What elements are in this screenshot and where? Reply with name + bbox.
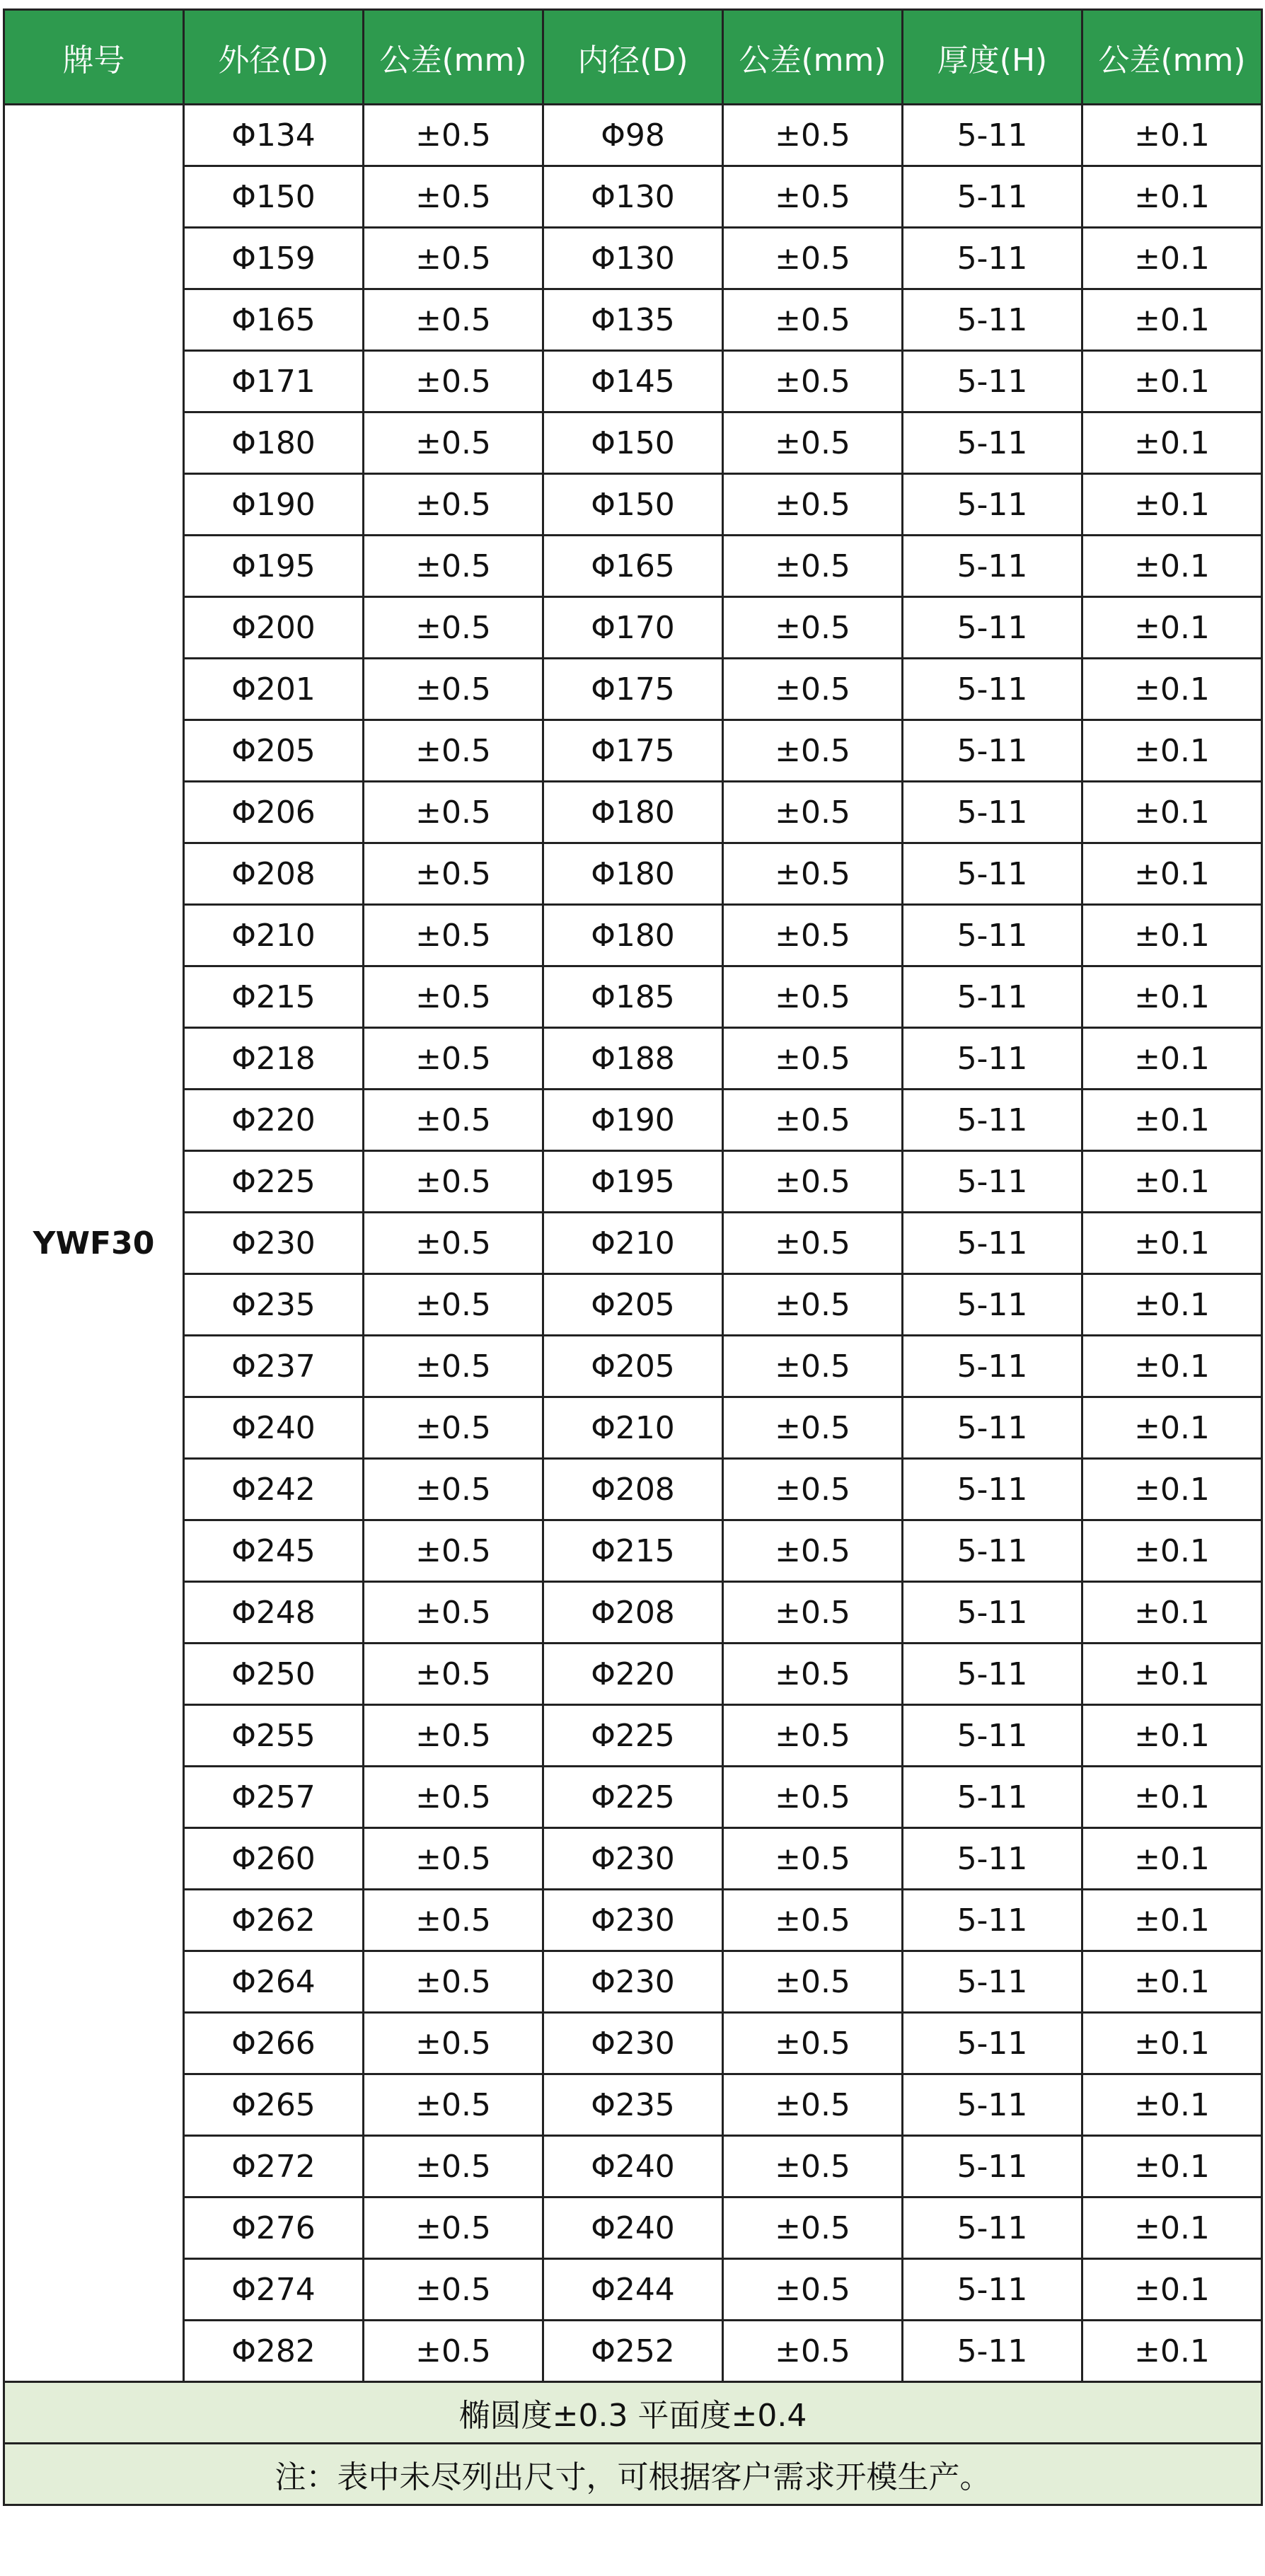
table-cell: Φ235 — [184, 1274, 364, 1336]
brand-cell: YWF30 — [4, 105, 184, 2382]
table-cell: ±0.1 — [1082, 166, 1262, 228]
table-row — [4, 2197, 1262, 2259]
header-cell: 公差(mm) — [364, 10, 543, 105]
table-cell: Φ145 — [543, 351, 723, 412]
table-cell: Φ180 — [543, 843, 723, 905]
table-cell: ±0.1 — [1082, 1767, 1262, 1828]
table-cell: Φ150 — [184, 166, 364, 228]
table-cell: Φ165 — [543, 536, 723, 597]
table-row — [4, 2259, 1262, 2321]
table-cell: 5-11 — [903, 597, 1082, 659]
table-cell: ±0.1 — [1082, 720, 1262, 782]
table-cell: ±0.5 — [364, 1890, 543, 1951]
table-cell: ±0.5 — [364, 597, 543, 659]
table-cell: Φ272 — [184, 2136, 364, 2197]
header-row — [4, 10, 1262, 105]
table-cell: ±0.5 — [723, 1090, 903, 1151]
table-row — [4, 1890, 1262, 1951]
table-cell: ±0.5 — [723, 597, 903, 659]
table-cell: ±0.5 — [723, 2136, 903, 2197]
table-row — [4, 905, 1262, 966]
table-cell: Φ188 — [543, 1028, 723, 1090]
table-cell: 5-11 — [903, 536, 1082, 597]
table-cell: Φ252 — [543, 2321, 723, 2382]
table-cell: Φ215 — [184, 966, 364, 1028]
table-row — [4, 2013, 1262, 2074]
top-strip — [0, 0, 1265, 8]
table-cell: ±0.5 — [723, 1336, 903, 1397]
table-cell: ±0.5 — [364, 1828, 543, 1890]
table-cell: 5-11 — [903, 1274, 1082, 1336]
table-cell: ±0.5 — [364, 1151, 543, 1213]
header-cell: 公差(mm) — [1082, 10, 1262, 105]
table-row — [4, 228, 1262, 289]
table-cell: 5-11 — [903, 2259, 1082, 2321]
table-row — [4, 351, 1262, 412]
table-cell: Φ210 — [543, 1397, 723, 1459]
table-cell: ±0.1 — [1082, 1397, 1262, 1459]
table-cell: Φ195 — [184, 536, 364, 597]
table-cell: Φ266 — [184, 2013, 364, 2074]
table-cell: ±0.5 — [723, 1213, 903, 1274]
table-cell: Φ230 — [543, 1890, 723, 1951]
table-cell: ±0.1 — [1082, 1336, 1262, 1397]
table-cell: ±0.5 — [723, 2259, 903, 2321]
table-cell: Φ190 — [543, 1090, 723, 1151]
table-cell: ±0.5 — [723, 1459, 903, 1520]
table-cell: ±0.5 — [723, 2013, 903, 2074]
table-cell: 5-11 — [903, 2074, 1082, 2136]
table-cell: Φ240 — [543, 2197, 723, 2259]
table-cell: ±0.1 — [1082, 2197, 1262, 2259]
table-cell: ±0.5 — [364, 843, 543, 905]
table-cell: ±0.5 — [723, 2197, 903, 2259]
table-cell: ±0.5 — [364, 228, 543, 289]
table-cell: ±0.5 — [364, 2136, 543, 2197]
table-cell: 5-11 — [903, 1397, 1082, 1459]
table-cell: ±0.5 — [364, 720, 543, 782]
table-cell: ±0.5 — [364, 1644, 543, 1705]
table-row — [4, 1028, 1262, 1090]
table-cell: ±0.1 — [1082, 1890, 1262, 1951]
table-cell: Φ175 — [543, 659, 723, 720]
table-cell: Φ260 — [184, 1828, 364, 1890]
table-cell: 5-11 — [903, 2197, 1082, 2259]
table-cell: ±0.5 — [723, 1028, 903, 1090]
table-cell: 5-11 — [903, 1090, 1082, 1151]
table-cell: 5-11 — [903, 1890, 1082, 1951]
table-row — [4, 1213, 1262, 1274]
header-cell: 公差(mm) — [723, 10, 903, 105]
table-cell: Φ242 — [184, 1459, 364, 1520]
table-row — [4, 1828, 1262, 1890]
table-cell: ±0.5 — [364, 1767, 543, 1828]
table-cell: Φ205 — [543, 1274, 723, 1336]
table-cell: Φ225 — [543, 1767, 723, 1828]
table-cell: ±0.1 — [1082, 289, 1262, 351]
table-cell: ±0.5 — [364, 1705, 543, 1767]
table-cell: ±0.5 — [364, 659, 543, 720]
table-cell: ±0.5 — [723, 1890, 903, 1951]
table-cell: ±0.1 — [1082, 536, 1262, 597]
table-cell: ±0.5 — [723, 1274, 903, 1336]
table-cell: ±0.1 — [1082, 1644, 1262, 1705]
table-cell: ±0.5 — [723, 2321, 903, 2382]
table-cell: ±0.5 — [364, 2013, 543, 2074]
table-cell: Φ190 — [184, 474, 364, 536]
table-cell: ±0.1 — [1082, 351, 1262, 412]
table-cell: 5-11 — [903, 720, 1082, 782]
table-cell: Φ262 — [184, 1890, 364, 1951]
table-cell: ±0.5 — [364, 966, 543, 1028]
table-row — [4, 1951, 1262, 2013]
table-cell: ±0.1 — [1082, 1520, 1262, 1582]
table-row — [4, 1520, 1262, 1582]
table-cell: 5-11 — [903, 1028, 1082, 1090]
table-cell: ±0.1 — [1082, 1090, 1262, 1151]
table-cell: 5-11 — [903, 474, 1082, 536]
table-cell: 5-11 — [903, 351, 1082, 412]
table-cell: Φ150 — [543, 474, 723, 536]
footer-note-row — [4, 2444, 1262, 2505]
table-cell: Φ245 — [184, 1520, 364, 1582]
table-cell: Φ282 — [184, 2321, 364, 2382]
footer-note: 注：表中未尽列出尺寸，可根据客户需求开模生产。 — [4, 2444, 1262, 2505]
table-cell: ±0.1 — [1082, 474, 1262, 536]
table-cell: ±0.5 — [364, 2074, 543, 2136]
table-cell: ±0.5 — [364, 536, 543, 597]
table-row — [4, 659, 1262, 720]
table-cell: ±0.5 — [364, 412, 543, 474]
table-cell: Φ225 — [184, 1151, 364, 1213]
table-cell: ±0.5 — [723, 105, 903, 166]
table-cell: Φ230 — [543, 2013, 723, 2074]
table-cell: 5-11 — [903, 843, 1082, 905]
table-cell: ±0.5 — [364, 2321, 543, 2382]
table-cell: ±0.5 — [364, 351, 543, 412]
table-cell: ±0.1 — [1082, 105, 1262, 166]
table-cell: Φ237 — [184, 1336, 364, 1397]
table-cell: Φ208 — [543, 1459, 723, 1520]
table-cell: Φ208 — [543, 1582, 723, 1644]
table-cell: Φ130 — [543, 166, 723, 228]
table-cell: 5-11 — [903, 412, 1082, 474]
table-body — [4, 105, 1262, 2382]
table-cell: Φ215 — [543, 1520, 723, 1582]
table-cell: Φ180 — [543, 782, 723, 843]
table-cell: Φ135 — [543, 289, 723, 351]
table-cell: ±0.5 — [723, 536, 903, 597]
table-row — [4, 1151, 1262, 1213]
table-cell: ±0.5 — [723, 1397, 903, 1459]
table-cell: 5-11 — [903, 1767, 1082, 1828]
table-cell: ±0.5 — [364, 1213, 543, 1274]
table-cell: Φ150 — [543, 412, 723, 474]
table-cell: Φ250 — [184, 1644, 364, 1705]
table-cell: Φ159 — [184, 228, 364, 289]
table-row — [4, 1336, 1262, 1397]
table-row — [4, 720, 1262, 782]
table-cell: Φ240 — [543, 2136, 723, 2197]
table-row — [4, 2136, 1262, 2197]
table-cell: ±0.5 — [364, 289, 543, 351]
table-cell: Φ200 — [184, 597, 364, 659]
table-cell: 5-11 — [903, 1705, 1082, 1767]
table-cell: ±0.5 — [364, 1274, 543, 1336]
table-cell: ±0.1 — [1082, 1582, 1262, 1644]
table-cell: Φ180 — [184, 412, 364, 474]
table-cell: 5-11 — [903, 1213, 1082, 1274]
table-cell: ±0.5 — [364, 1397, 543, 1459]
footer-tolerance-row — [4, 2382, 1262, 2444]
table-cell: Φ220 — [184, 1090, 364, 1151]
table-cell: Φ235 — [543, 2074, 723, 2136]
table-cell: 5-11 — [903, 1644, 1082, 1705]
table-cell: Φ264 — [184, 1951, 364, 2013]
table-cell: ±0.5 — [364, 905, 543, 966]
table-cell: Φ130 — [543, 228, 723, 289]
table-cell: ±0.5 — [723, 2074, 903, 2136]
table-cell: ±0.1 — [1082, 843, 1262, 905]
table-cell: Φ255 — [184, 1705, 364, 1767]
table-cell: Φ205 — [184, 720, 364, 782]
table-cell: ±0.1 — [1082, 2259, 1262, 2321]
table-cell: ±0.1 — [1082, 228, 1262, 289]
table-cell: ±0.5 — [364, 105, 543, 166]
table-row — [4, 782, 1262, 843]
table-cell: Φ206 — [184, 782, 364, 843]
table-cell: 5-11 — [903, 289, 1082, 351]
table-cell: ±0.5 — [364, 2197, 543, 2259]
table-row — [4, 474, 1262, 536]
table-cell: Φ165 — [184, 289, 364, 351]
table-cell: ±0.1 — [1082, 1213, 1262, 1274]
table-cell: 5-11 — [903, 1520, 1082, 1582]
table-row — [4, 1582, 1262, 1644]
table-cell: Φ230 — [543, 1828, 723, 1890]
table-cell: Φ180 — [543, 905, 723, 966]
spec-table — [3, 8, 1263, 2506]
table-cell: ±0.1 — [1082, 1028, 1262, 1090]
table-cell: ±0.5 — [723, 412, 903, 474]
table-cell: ±0.5 — [723, 1644, 903, 1705]
table-cell: Φ218 — [184, 1028, 364, 1090]
table-cell: ±0.5 — [364, 1520, 543, 1582]
table-cell: Φ175 — [543, 720, 723, 782]
table-cell: Φ274 — [184, 2259, 364, 2321]
table-row — [4, 1274, 1262, 1336]
table-cell: ±0.5 — [723, 1520, 903, 1582]
table-cell: Φ205 — [543, 1336, 723, 1397]
table-cell: Φ170 — [543, 597, 723, 659]
table-cell: ±0.1 — [1082, 2074, 1262, 2136]
table-cell: ±0.5 — [723, 659, 903, 720]
table-cell: 5-11 — [903, 105, 1082, 166]
table-cell: Φ134 — [184, 105, 364, 166]
table-row — [4, 597, 1262, 659]
table-cell: ±0.5 — [723, 474, 903, 536]
table-cell: Φ230 — [543, 1951, 723, 2013]
table-cell: ±0.1 — [1082, 659, 1262, 720]
table-cell: Φ240 — [184, 1397, 364, 1459]
table-cell: ±0.5 — [723, 166, 903, 228]
table-row — [4, 105, 1262, 166]
table-cell: 5-11 — [903, 1828, 1082, 1890]
table-cell: ±0.5 — [364, 1459, 543, 1520]
table-cell: ±0.5 — [723, 289, 903, 351]
table-cell: 5-11 — [903, 1336, 1082, 1397]
table-cell: ±0.5 — [723, 1582, 903, 1644]
table-cell: ±0.5 — [364, 1028, 543, 1090]
table-row — [4, 1644, 1262, 1705]
header-cell: 外径(D) — [184, 10, 364, 105]
table-cell: ±0.5 — [723, 782, 903, 843]
table-cell: Φ210 — [543, 1213, 723, 1274]
table-cell: ±0.5 — [723, 351, 903, 412]
table-cell: Φ171 — [184, 351, 364, 412]
table-cell: ±0.5 — [364, 1336, 543, 1397]
table-cell: ±0.1 — [1082, 1705, 1262, 1767]
table-cell: ±0.5 — [723, 1951, 903, 2013]
header-cell: 牌号 — [4, 10, 184, 105]
table-cell: ±0.1 — [1082, 2013, 1262, 2074]
table-cell: Φ230 — [184, 1213, 364, 1274]
table-cell: 5-11 — [903, 2321, 1082, 2382]
table-cell: ±0.1 — [1082, 412, 1262, 474]
table-cell: ±0.5 — [723, 1151, 903, 1213]
table-cell: ±0.5 — [723, 905, 903, 966]
table-cell: ±0.5 — [723, 966, 903, 1028]
table-cell: ±0.1 — [1082, 1151, 1262, 1213]
table-cell: ±0.1 — [1082, 782, 1262, 843]
table-cell: ±0.5 — [364, 1951, 543, 2013]
table-cell: 5-11 — [903, 228, 1082, 289]
table-cell: ±0.1 — [1082, 966, 1262, 1028]
table-cell: 5-11 — [903, 966, 1082, 1028]
table-cell: ±0.1 — [1082, 2321, 1262, 2382]
table-cell: Φ201 — [184, 659, 364, 720]
table-row — [4, 1767, 1262, 1828]
table-row — [4, 1090, 1262, 1151]
table-cell: ±0.1 — [1082, 1274, 1262, 1336]
table-cell: 5-11 — [903, 1582, 1082, 1644]
table-cell: ±0.5 — [364, 474, 543, 536]
table-row — [4, 166, 1262, 228]
table-cell: ±0.5 — [723, 1767, 903, 1828]
table-cell: Φ210 — [184, 905, 364, 966]
table-row — [4, 289, 1262, 351]
table-cell: ±0.5 — [723, 228, 903, 289]
table-cell: ±0.1 — [1082, 1459, 1262, 1520]
table-cell: Φ244 — [543, 2259, 723, 2321]
table-cell: 5-11 — [903, 2136, 1082, 2197]
table-row — [4, 843, 1262, 905]
table-cell: 5-11 — [903, 659, 1082, 720]
table-cell: Φ98 — [543, 105, 723, 166]
table-cell: Φ208 — [184, 843, 364, 905]
table-cell: ±0.5 — [723, 843, 903, 905]
table-row — [4, 966, 1262, 1028]
table-cell: 5-11 — [903, 1151, 1082, 1213]
table-cell: ±0.1 — [1082, 905, 1262, 966]
table-cell: Φ220 — [543, 1644, 723, 1705]
table-row — [4, 412, 1262, 474]
table-cell: ±0.1 — [1082, 2136, 1262, 2197]
table-cell: ±0.5 — [723, 1828, 903, 1890]
table-row — [4, 536, 1262, 597]
table-cell: Φ185 — [543, 966, 723, 1028]
table-row — [4, 1705, 1262, 1767]
table-row — [4, 1397, 1262, 1459]
table-cell: ±0.1 — [1082, 1951, 1262, 2013]
table-cell: 5-11 — [903, 1951, 1082, 2013]
table-cell: Φ248 — [184, 1582, 364, 1644]
table-cell: Φ225 — [543, 1705, 723, 1767]
table-cell: Φ276 — [184, 2197, 364, 2259]
table-cell: ±0.5 — [364, 1582, 543, 1644]
header-cell: 厚度(H) — [903, 10, 1082, 105]
table-cell: Φ257 — [184, 1767, 364, 1828]
table-cell: ±0.5 — [364, 166, 543, 228]
table-cell: ±0.5 — [723, 720, 903, 782]
table-cell: 5-11 — [903, 166, 1082, 228]
table-cell: ±0.5 — [364, 2259, 543, 2321]
table-cell: Φ195 — [543, 1151, 723, 1213]
table-cell: 5-11 — [903, 782, 1082, 843]
table-row — [4, 2321, 1262, 2382]
table-cell: 5-11 — [903, 2013, 1082, 2074]
table-cell: ±0.1 — [1082, 597, 1262, 659]
table-cell: 5-11 — [903, 1459, 1082, 1520]
header-cell: 内径(D) — [543, 10, 723, 105]
table-cell: 5-11 — [903, 905, 1082, 966]
table-row — [4, 1459, 1262, 1520]
footer-tolerance: 椭圆度±0.3 平面度±0.4 — [4, 2382, 1262, 2444]
table-cell: ±0.5 — [364, 782, 543, 843]
table-cell: ±0.5 — [723, 1705, 903, 1767]
table-cell: ±0.1 — [1082, 1828, 1262, 1890]
table-cell: Φ265 — [184, 2074, 364, 2136]
table-cell: ±0.5 — [364, 1090, 543, 1151]
table-row — [4, 2074, 1262, 2136]
